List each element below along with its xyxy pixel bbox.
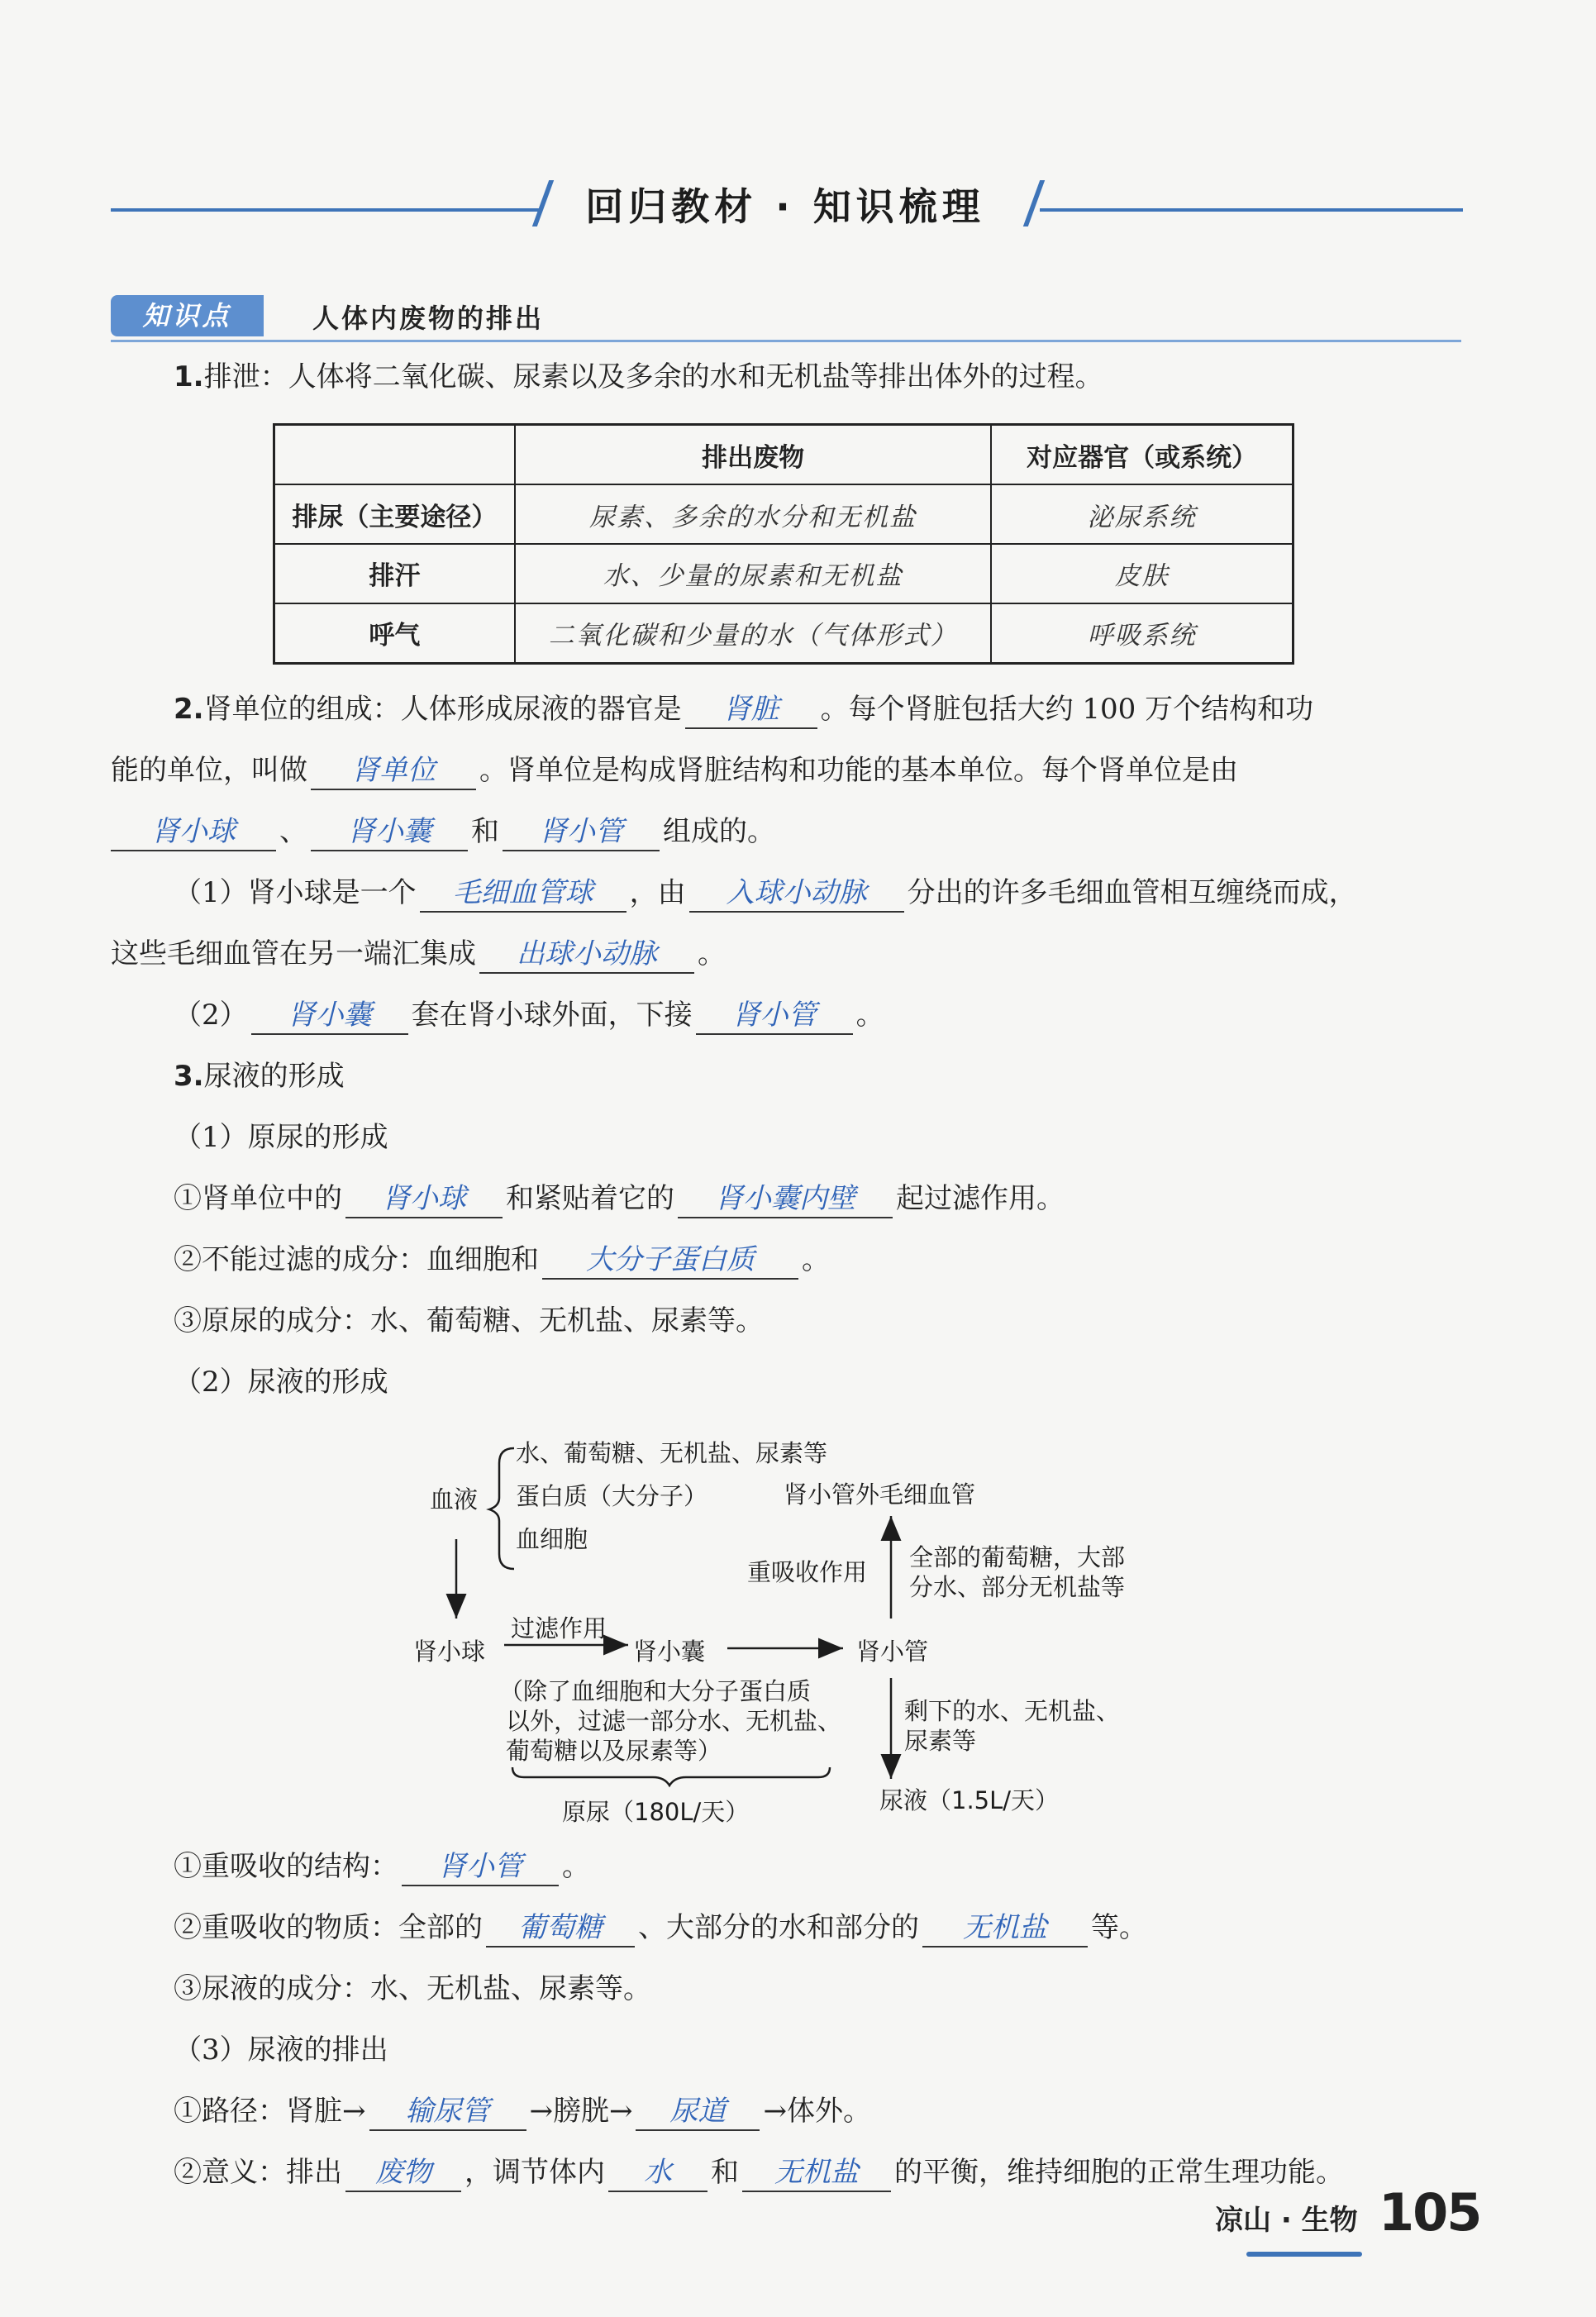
diagram-remaining: 剩下的水、无机盐、 xyxy=(904,1697,1121,1725)
text: 、大部分的水和部分的 xyxy=(638,1911,919,1944)
diagram-glomerulus: 肾小球 xyxy=(413,1638,486,1666)
diagram-urine: 尿液（1.5L/天） xyxy=(879,1786,1060,1814)
para-3-sub-2: （2）尿液的形成 xyxy=(174,1366,388,1399)
answer-blank[interactable]: 无机盐 xyxy=(742,2154,891,2192)
text: ，由 xyxy=(629,876,686,909)
answer-blank[interactable]: 葡萄糖 xyxy=(486,1909,635,1948)
text: 。每个肾脏包括大约 100 万个结构和功 xyxy=(820,693,1314,726)
diagram-remaining: 尿素等 xyxy=(904,1727,977,1755)
text: 肾单位的组成：人体形成尿液的器官是 xyxy=(203,693,682,726)
header-title: 回归教材 · 知识梳理 xyxy=(585,184,985,229)
table-header-cell: 排出废物 xyxy=(515,425,992,485)
table-cell: 皮肤 xyxy=(991,544,1293,603)
table-cell: 排汗 xyxy=(274,544,515,603)
diagram-filtrate-note: 葡萄糖以及尿素等） xyxy=(506,1737,722,1765)
answer-blank[interactable]: 肾小球 xyxy=(345,1180,503,1218)
text: （2） xyxy=(174,999,248,1032)
text: ，调节体内 xyxy=(465,2156,605,2189)
reabsorb-item-1 xyxy=(174,1848,590,1886)
answer-blank[interactable]: 肾小囊 xyxy=(311,813,468,851)
table-cell: 排尿（主要途径） xyxy=(274,484,515,544)
answer-blank[interactable]: 毛细血管球 xyxy=(420,875,626,913)
text: 组成的。 xyxy=(663,815,775,848)
answer-blank[interactable]: 入球小动脉 xyxy=(689,875,904,913)
section-title: 人体内废物的排出 xyxy=(312,303,545,334)
reabsorb-item-3: ③尿液的成分：水、无机盐、尿素等。 xyxy=(174,1972,651,2005)
diagram-capsule: 肾小囊 xyxy=(633,1638,706,1666)
answer-blank[interactable]: 肾小管 xyxy=(402,1848,559,1886)
text: 。 xyxy=(802,1243,830,1276)
text: 起过滤作用。 xyxy=(896,1182,1065,1215)
table-header-cell: 对应器官（或系统） xyxy=(991,425,1293,485)
answer-blank[interactable]: 肾小管 xyxy=(503,813,660,851)
text: 。肾单位是构成肾脏结构和功能的基本单位。每个肾单位是由 xyxy=(479,754,1238,787)
diagram-component: 蛋白质（大分子） xyxy=(516,1482,708,1510)
table-cell: 尿素、多余的水分和无机盐 xyxy=(515,484,992,544)
text: 套在肾小球外面，下接 xyxy=(411,999,693,1032)
footer-bar xyxy=(1246,2252,1362,2257)
excretion-meaning xyxy=(174,2154,1344,2192)
answer-blank[interactable]: 无机盐 xyxy=(922,1909,1088,1948)
diagram-component: 血细胞 xyxy=(516,1525,588,1553)
text: ②不能过滤的成分：血细胞和 xyxy=(174,1243,539,1276)
text: 能的单位，叫做 xyxy=(111,754,307,787)
text: 等。 xyxy=(1091,1911,1147,1944)
text: 和紧贴着它的 xyxy=(506,1182,674,1215)
answer-blank[interactable]: 肾小管 xyxy=(696,997,853,1035)
page-number: 105 xyxy=(1379,2182,1481,2243)
para-2-number: 2. xyxy=(174,693,204,726)
answer-blank[interactable]: 废物 xyxy=(345,2154,461,2192)
answer-blank[interactable]: 出球小动脉 xyxy=(479,936,694,974)
diagram-filtrate-note: （除了血细胞和大分子蛋白质 xyxy=(499,1677,812,1705)
para-3-sub-3: （3）尿液的排出 xyxy=(174,2033,388,2067)
primary-urine-brace xyxy=(512,1767,830,1785)
table-cell: 水、少量的尿素和无机盐 xyxy=(515,544,992,603)
text: 和 xyxy=(471,815,499,848)
diagram-filtrate-note: 以外，过滤一部分水、无机盐、 xyxy=(506,1707,842,1735)
text: （1）肾小球是一个 xyxy=(174,876,417,909)
text: ①肾单位中的 xyxy=(174,1182,342,1215)
text: 的平衡，维持细胞的正常生理功能。 xyxy=(894,2156,1344,2189)
answer-blank[interactable]: 肾小球 xyxy=(111,813,276,851)
para-3-number: 3. xyxy=(174,1060,204,1093)
text: 。 xyxy=(562,1850,590,1883)
answer-blank[interactable]: 输尿管 xyxy=(369,2093,526,2131)
para-1-text: 排泄：人体将二氧化碳、尿素以及多余的水和无机盐等排出体外的过程。 xyxy=(203,360,1103,393)
diagram-capillary: 肾小管外毛细血管 xyxy=(784,1480,976,1509)
text: ②意义：排出 xyxy=(174,2156,342,2189)
diagram-reabsorb-items: 全部的葡萄糖，大部 xyxy=(909,1543,1126,1571)
diagram-filtration: 过滤作用 xyxy=(511,1614,607,1642)
text: 这些毛细血管在另一端汇集成 xyxy=(111,937,476,970)
footer-label: 凉山 · 生物 xyxy=(1215,2204,1358,2237)
answer-blank[interactable]: 肾小囊 xyxy=(251,997,408,1035)
diagram-reabsorb-items: 分水、部分无机盐等 xyxy=(909,1573,1126,1601)
para-3-item-3: ③原尿的成分：水、葡萄糖、无机盐、尿素等。 xyxy=(174,1304,764,1337)
blood-brace xyxy=(489,1448,514,1569)
answer-blank[interactable]: 水 xyxy=(608,2154,707,2192)
answer-blank[interactable]: 肾小囊内壁 xyxy=(678,1180,893,1218)
para-3-sub-1: （1）原尿的形成 xyxy=(174,1121,388,1154)
answer-blank[interactable]: 尿道 xyxy=(636,2093,760,2131)
text: 分出的许多毛细血管相互缠绕而成， xyxy=(907,876,1357,909)
text: 。 xyxy=(698,937,726,970)
text: 。 xyxy=(855,999,884,1032)
table-cell: 呼气 xyxy=(274,603,515,664)
diagram-reabsorb-label: 重吸收作用 xyxy=(747,1558,868,1586)
answer-blank[interactable]: 大分子蛋白质 xyxy=(542,1242,798,1280)
text: ①重吸收的结构： xyxy=(174,1850,398,1883)
table-cell: 呼吸系统 xyxy=(991,603,1293,664)
answer-blank[interactable]: 肾脏 xyxy=(685,691,817,729)
text: ①路径：肾脏→ xyxy=(174,2095,366,2128)
text: →体外。 xyxy=(763,2095,871,2128)
diagram-tubule: 肾小管 xyxy=(856,1638,929,1666)
reabsorb-item-2 xyxy=(174,1909,1147,1948)
text: ②重吸收的物质：全部的 xyxy=(174,1911,483,1944)
section-tag: 知识点 xyxy=(111,295,264,336)
diagram-blood: 血液 xyxy=(430,1485,479,1514)
diagram-primary-urine: 原尿（180L/天） xyxy=(562,1798,750,1826)
answer-blank[interactable]: 肾单位 xyxy=(311,752,476,790)
table-cell: 二氧化碳和少量的水（气体形式） xyxy=(515,603,992,664)
text: 、 xyxy=(279,815,307,848)
text: →膀胱→ xyxy=(529,2095,633,2128)
text: 和 xyxy=(711,2156,739,2189)
excretion-path xyxy=(174,2093,871,2131)
text: 尿液的形成 xyxy=(203,1060,345,1093)
diagram-component: 水、葡萄糖、无机盐、尿素等 xyxy=(516,1439,828,1467)
para-1-number: 1. xyxy=(174,360,204,393)
table-cell: 泌尿系统 xyxy=(991,484,1293,544)
